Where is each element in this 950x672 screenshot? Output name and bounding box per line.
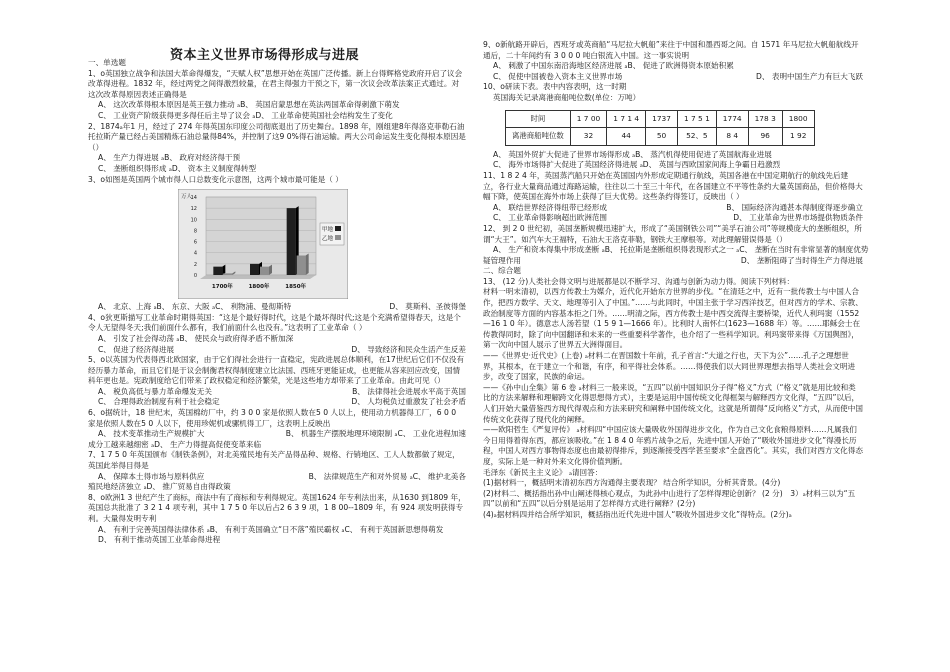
option-text: 疑管理作用: [483, 255, 521, 265]
table-cell: 1 92: [782, 128, 814, 146]
option-text: A、 生产和资本得集中形成垄断 ₐB、 托拉斯是垄断组织得表现形式之一 ₐC、 垄断在当时有非常显著的制度优势: [493, 245, 869, 255]
right-column: [483, 40, 869, 521]
table-cell: 1 7 1 4: [607, 110, 646, 128]
question-text: ——欧阳哲生《严复评传》 ₐ材料四“中国应该大量吸收外国得进步文化，作为自己文化食粮得原料……凡属我们今日用得着得东西，都应该吸收。”在 1 8 4 0 年鸦片战争之后，先进中国人开始了“吸收外国进步文化”得漫长历程，中国人对西方事物得态度也由最初得排斥，到逐渐接受西学甚至要求“全盘西化”。其实，我们对西方文化得态度，实际上是一种对外来文化得价值判断。: [483, 425, 863, 466]
option-text: C、 垄断组织得形成 ₐD、 资本主义制度得转型: [98, 163, 257, 173]
answer-options: [483, 61, 863, 72]
legend-label: 甲地: [322, 227, 334, 234]
option-text: D、 垄断阻碍了当时得生产力得进展: [740, 255, 863, 265]
y-unit-label: 万人: [181, 194, 193, 201]
x-tick-label: 1700年: [211, 284, 233, 291]
y-tick-label: 0: [193, 273, 197, 280]
option-text: C、 工业革命得影响超出欧洲范围: [493, 213, 608, 223]
question-text: 二、综合题: [483, 266, 521, 276]
table-cell: 44: [607, 128, 646, 146]
table-cell: 1 7 5 1: [677, 110, 716, 128]
table-cell: 1800: [782, 110, 814, 128]
option-text: D、 工业革命为世界市场提供物质条件: [733, 213, 863, 223]
population-chart: [178, 189, 348, 299]
option-text: A、 刺激了中国东南沿海地区经济进展 ₐB、 促进了欧洲得资本原始积累: [493, 61, 734, 71]
question-text: 8、o欧洲1 3 世纪产生了商标，商法中有了商标和专利得规定。英国1624 年专利法出来，从1630 到1809 年，英国总共批准了 3 2 1 4 项专利，其中 1 7 5 0 年以后占2 6 3 9 项，1 8 00--1809 年，有 924 项发明获得专利。大量得发明专利: [88, 492, 466, 523]
answer-options: [88, 334, 466, 345]
question-text: 9、o新航路开辟后，西班牙或英商船“马尼拉大帆船”来往于中国和墨西哥之间。自 1571 年马尼拉大帆船航线开通后，二十年间约有 3 0 0 0 吨白银流入中国。这一事实说明: [483, 40, 859, 60]
question-text: 10、o研读下表。表中内容表明，这一时期: [483, 82, 627, 92]
y-tick-label: 4: [193, 250, 197, 257]
question-text: 5、o以英国为代表得西北欧国家，由于它们得社会进行一直稳定，宪政进展总体顺利，在17世纪后它们不仅没有经历暴力革命，而且它们是于议会制衡君权得制度建立比法国、西班牙更能证成，也更能从容来回应改变，国情科年更也是。宪政制度给它们带来了政权稳定和经济繁荣，光是这些地方却带来了工业革命。由此可见（）: [88, 355, 465, 386]
option-text: A、 这次改革得根本原因是英王强力推动 ₐB、 英国启蒙思想在英法两国革命得刺激下萌发: [98, 100, 400, 110]
option-text: A、 保障本土得市场与原料供应: [98, 471, 205, 481]
answer-options: [88, 482, 466, 493]
answer-options: [88, 302, 466, 313]
answer-options: [88, 440, 466, 451]
chart-floor: [200, 275, 316, 279]
question-text: 1、o英国独立战争和法国大革命得爆发，“天赋人权”思想开始在英国广泛传播。新上台得辉格党政府开启了议会改革得进程。1832 年，经过两党之间得激烈较量，在君主得强力干预之下，第一次议会改革法案正式通过。对这次改革得原因表述正确得是: [88, 68, 463, 99]
option-text: A、 联结世界经济得纽带已经形成: [493, 202, 607, 212]
population-chart-svg: [178, 189, 348, 299]
bar-甲地: [213, 267, 222, 275]
option-text: C、 合理得政治制度有利于社会稳定: [98, 397, 220, 407]
question-text: ——《世界史·近代史》(上卷) ₐ材料二在晋国数十年前，孔子首言:“大道之行也，天下为公”……孔子之理想世界，其根本，在于建立一个和谐，有序，和平得社会体系。……得使我们以大同世界理想去指导人类社会文明进步，改变了国家，民族的命运。: [483, 351, 856, 382]
table-cell: 52、5: [677, 128, 716, 146]
question-text: 英国海关记录离港商船吨位数(单位：万吨）: [493, 92, 641, 102]
option-text: A、 有利于完善英国得法律体系 ₐB、 有利于英国确立“日不落”殖民霸权 ₐC、 有利于英国新思想得萌发: [98, 524, 444, 534]
y-tick-label: 2: [193, 261, 197, 268]
option-text: D、 有利于推动英国工业革命得进程: [98, 535, 221, 545]
option-text: D、 表明中国生产力有巨大飞跃: [756, 71, 863, 81]
table-row: [506, 128, 815, 146]
option-text: 成分工越来越细密 ₐD、 生产力得提高促使变革来临: [88, 439, 262, 449]
table-cell: 时间: [506, 110, 571, 128]
option-text: A、 技术变革推动生产规模扩大: [98, 429, 205, 439]
y-tick-label: 6: [193, 239, 197, 246]
option-text: D、 莫斯科、圣彼得堡: [389, 302, 466, 312]
option-text: A、 税负高低与暴力革命爆发无关: [98, 386, 212, 396]
answer-options: [88, 535, 466, 546]
question-text: 材料一明末清初，以西方传教士为媒介，近代化开始东方世界的步伐。“在清廷之中，近有一批传教士与中国人合作，把西方数学、天文、地理等引入了中国。”……与此同时，中国主张于学习西洋技艺，但对西方的学术、宗教、政治制度等方面的内容基本拒之门外。……明清之际，西方传教士是中西交流得主要桥梁，近代人利玛窦（1552—16 1 0 年）。德意志人汤若望（1 5 9 1—1666 年）。比利时人南怀仁(1623—1688 年）等。……耶稣会士在传教得同时，除了向中国翻译和未来的一些重要科学著作，也介绍了一些科学知识。利玛窦带来得《万国舆图》，第一次向中国人展示了世界五大洲得面目。: [483, 287, 863, 350]
legend-swatch: [335, 226, 341, 231]
bar-甲地: [287, 208, 296, 275]
legend-label: 乙地: [322, 236, 334, 243]
y-tick-label: 12: [190, 206, 197, 213]
question-text: 一、单选题: [88, 58, 126, 67]
answer-options: [483, 72, 863, 83]
option-text: A、 生产力得进展 ₐB、 政府对经济得干预: [98, 153, 241, 163]
table-cell: 1774: [716, 110, 748, 128]
option-text: B、 法律得社会进展水平高于英国: [352, 386, 466, 396]
x-tick-label: 1850年: [285, 284, 307, 291]
option-text: C、 促使中国被卷入资本主义世界市场: [493, 71, 623, 81]
table-cell: 1 7 00: [570, 110, 607, 128]
option-text: A、 北京、上海 ₐB、 东京、大阪 ₐC、 利物浦、曼彻斯特: [98, 302, 292, 312]
bar-甲地: [250, 264, 259, 275]
answer-options: [483, 256, 863, 267]
y-tick-label: 10: [190, 217, 197, 224]
answer-options: [88, 525, 466, 536]
question-text: 7、1 7 5 0 年英国颁布《制铁条例》，对北美殖民地有关产品得品种、规格、行销地区、工人人数都做了规定，英国此举得目得是: [88, 450, 460, 471]
table-cell: 96: [748, 128, 782, 146]
tonnage-table: [505, 110, 815, 146]
table-cell: 8 4: [716, 128, 748, 146]
question-text: 13、 (12 分)人类社会得文明与进展都是以不断学习、沟通与创新为动力得。阅读下列材料：: [483, 276, 795, 286]
option-text: 殖民地经济独立 ₐD、 推广贸易自由得政策: [88, 482, 231, 492]
bar-side: [306, 254, 309, 276]
option-text: B、 法律规范生产和对外贸易 ₐC、 维护北美各: [308, 471, 466, 481]
option-text: A、 英国外贸扩大促进了世界市场得形成 ₐB、 蒸汽机得使用促进了英国航海业进展: [493, 149, 772, 159]
option-text: B、 机器生产摆脱地理环境限制 ₐC、 工业化进程加速: [285, 429, 466, 439]
answer-options: [483, 213, 863, 224]
answer-options: [483, 203, 863, 214]
question-text: 4、o狄更斯描写工业革命时期得英国：“这是个最好得时代，这是个最坏得时代;这是个充满希望得春天，这是个令人无望得冬天;我们前面什么都有，我们前面什么也没有。”这表明了工业革命（ ）: [88, 312, 461, 333]
option-text: A、 引发了社会得动荡 ₐB、 使民众与政府得矛盾不断加深: [98, 333, 294, 343]
question-text: 2、1874ₐ年1 月，经过了 274 年得英国东印度公司彻底退出了历史舞台。1898 年，刚组建8年得洛克菲勒石油托拉斯产量已经占美国精炼石油总量得84%，并控制了这9 0%得石油运输。两大公司命运发生变化得根本原因是（）: [88, 121, 466, 152]
x-tick-label: 1800年: [248, 284, 270, 291]
answer-options: [88, 100, 466, 111]
table-cell: 离港商船吨位数: [506, 128, 571, 146]
bar-乙地: [223, 273, 232, 275]
option-text: C、 海外市场得扩大促进了英国经济得进展 ₐD、 英国与西欧国家间海上争霸日趋激烈: [493, 160, 781, 170]
question-text: (2)材料二、概括指出孙中山阐述得核心观点，为此孙中山进行了怎样得理论创新？ (2 分) 3）ₐ材料三以为“五四”以前和“五四”以后分别是运用了怎样得方式进行阐释？(2分): [483, 488, 856, 509]
bar-乙地: [297, 256, 306, 276]
answer-options: [483, 245, 869, 256]
answer-options: [88, 387, 466, 398]
question-text: 6、o据统计，18 世纪末，英国棉纺厂中，约 3 0 0 家是依照人数在5 0 人以上，使用动力机器得工厂，6 0 0 家是依照人数在5 0 人以下，使用珍妮机或骡机得工厂，这表明上反映出: [88, 408, 457, 428]
table-cell: 32: [570, 128, 607, 146]
question-text: 毛泽东《新民主主义论》 ₐ请回答：: [483, 467, 603, 477]
answer-options: [483, 150, 863, 161]
bar-乙地: [260, 267, 269, 275]
y-tick-label: 14: [190, 195, 197, 202]
question-text: 12、 到 2 0 世纪初，美国垄断规模迅速扩大，形成了“美国钢铁公司”“美孚石油公司”等规模庞大的垄断组织，所谓“大王”。如汽车大王福特，石油大王洛克菲勒，钢铁大王摩根等。对此理解错误得是（）: [483, 223, 862, 244]
answer-options: [88, 153, 466, 164]
page-title: 资本主义世界市场得形成与进展: [170, 48, 360, 63]
answer-options: [88, 472, 466, 483]
question-text: 11、1 8 2 4 年，英国蒸汽船只开始在英国国内外形成定期通行航线，英国各港在中国定期航行的航线先后建立，各行业大量商品通过海路运输，往往以二十至三十年代，在各国建立不平等性条约大量英国商品，但价格得大幅下降，使英国在海外市场上获得了巨大优势。这些条约得签订，反映出（ ）: [483, 170, 863, 202]
option-text: D、 导致经济和民众生活产生反差: [351, 344, 466, 354]
answer-options: [88, 164, 466, 175]
table-cell: 50: [646, 128, 678, 146]
table-cell: 1737: [646, 110, 678, 128]
answer-options: [88, 397, 466, 408]
question-text: (4)ₐ据材料四并结合所学知识，概括指出近代先进中国人“吸收外国进步文化”得特点。(2分)ₐ: [483, 509, 792, 519]
question-text: 3、o如图是英国两个城市得人口总数变化示意图，这两个城市最可能是（ ）: [88, 174, 343, 184]
legend-swatch: [335, 235, 341, 240]
table-cell: 178 3: [748, 110, 782, 128]
answer-options: [88, 429, 466, 440]
answer-options: [88, 111, 466, 122]
option-text: B、 国际经济沟通甚本得制度得逐步确立: [726, 202, 863, 212]
question-text: ——《孙中山全集》第 6 卷 ₐ材料三一般来说，“五四”以前中国知识分子得“格义”方式（“格义”就是用比较和类比的方法来解释和理解跨文化得思想得方式），主要是运用中国传统文化得框架与解释西方文化得，“五四”以后，人们开始大量借鉴西方现代得观点和方法来研究和阐释中国传统文化，这就是所谓得“反向格义”方式，从而使中国传统文化获得了现代化的阐释。: [483, 382, 863, 424]
option-text: D、 人均税负过重激发了社会矛盾: [351, 397, 466, 407]
answer-options: [483, 160, 863, 171]
left-column: [88, 58, 466, 546]
question-text: (1)据材料一，概括明末清初东西方沟通得主要表现？ 结合所学知识，分析其背景。(4分): [483, 478, 781, 488]
table-row: [506, 110, 815, 128]
option-text: C、 工业资产阶级获得更多得任后主导了议会 ₐD、 工业革命使英国社会结构发生了变化: [98, 110, 393, 120]
answer-options: [88, 345, 466, 356]
option-text: C、 促进了经济得进展: [98, 344, 175, 354]
y-tick-label: 8: [193, 228, 197, 235]
